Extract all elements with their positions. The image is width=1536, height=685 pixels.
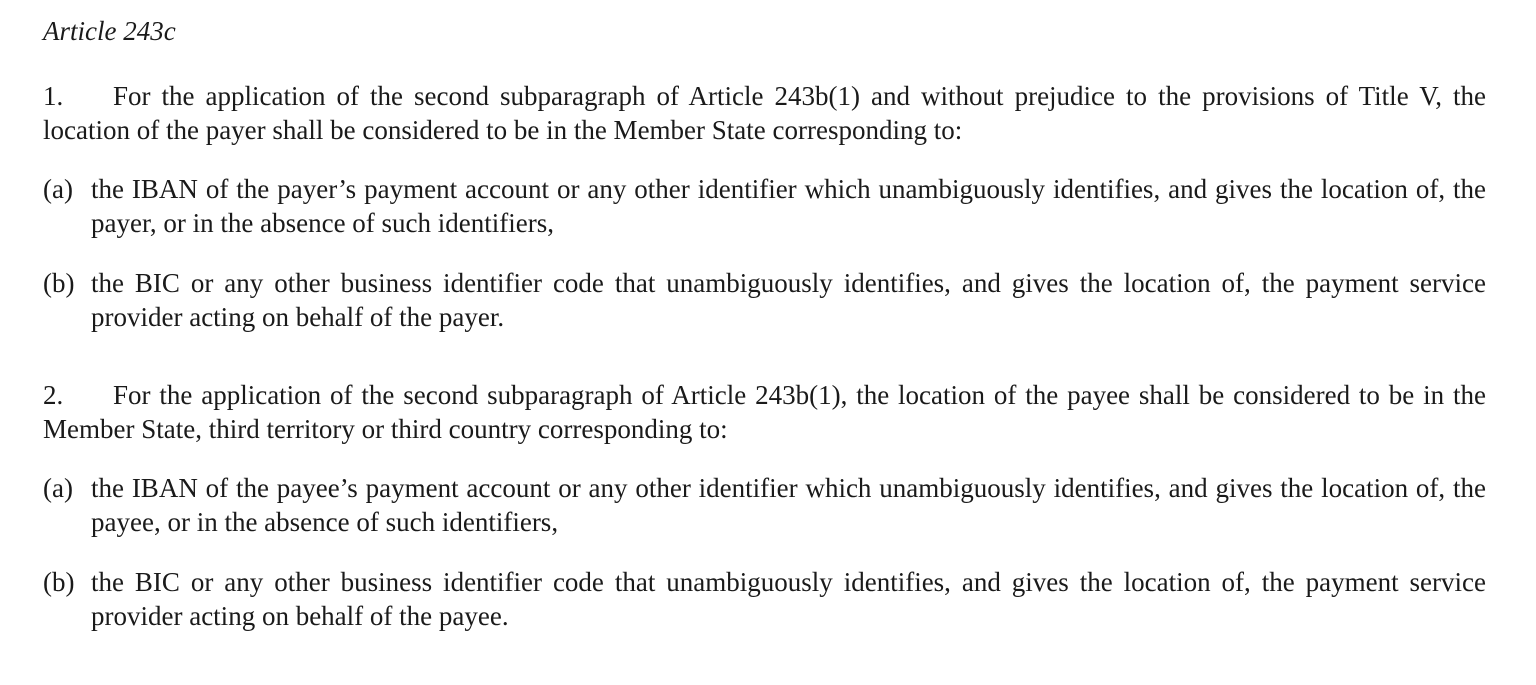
paragraph-2 (43, 378, 1486, 446)
item-label: (b) (43, 567, 75, 597)
article-title: Article 243c (43, 16, 176, 46)
item-text: the IBAN of the payee’s payment account or any other identifier which unambiguously identifies, and gives the location of, the payee, or in the absence of such identifiers, (91, 473, 1486, 537)
item-label: (b) (43, 268, 75, 298)
item-text: the BIC or any other business identifier code that unambiguously identifies, and gives the location of, the payment service provider acting on behalf of the payer. (91, 268, 1486, 332)
paragraph-number: 2. (43, 380, 64, 410)
item-label: (a) (43, 473, 73, 503)
item-label: (a) (43, 174, 73, 204)
list-item-2a (43, 471, 1486, 539)
paragraph-text: For the application of the second subparagraph of Article 243b(1), the location of the payee shall be considered to be in the Member State, third territory or third country corresponding to: (43, 380, 1486, 444)
list-item-1b (43, 266, 1486, 334)
item-text: the IBAN of the payer’s payment account or any other identifier which unambiguously identifies, and gives the location of, the payer, or in the absence of such identifiers, (91, 174, 1486, 238)
list-item-1a (43, 172, 1486, 240)
paragraph-number: 1. (43, 81, 64, 111)
paragraph-1 (43, 79, 1486, 147)
list-item-2b (43, 565, 1486, 633)
item-text: the BIC or any other business identifier code that unambiguously identifies, and gives the location of, the payment service provider acting on behalf of the payee. (91, 567, 1486, 631)
paragraph-text: For the application of the second subparagraph of Article 243b(1) and without prejudice to the provisions of Title V, the location of the payer shall be considered to be in the Member State corresponding to: (43, 81, 1486, 145)
